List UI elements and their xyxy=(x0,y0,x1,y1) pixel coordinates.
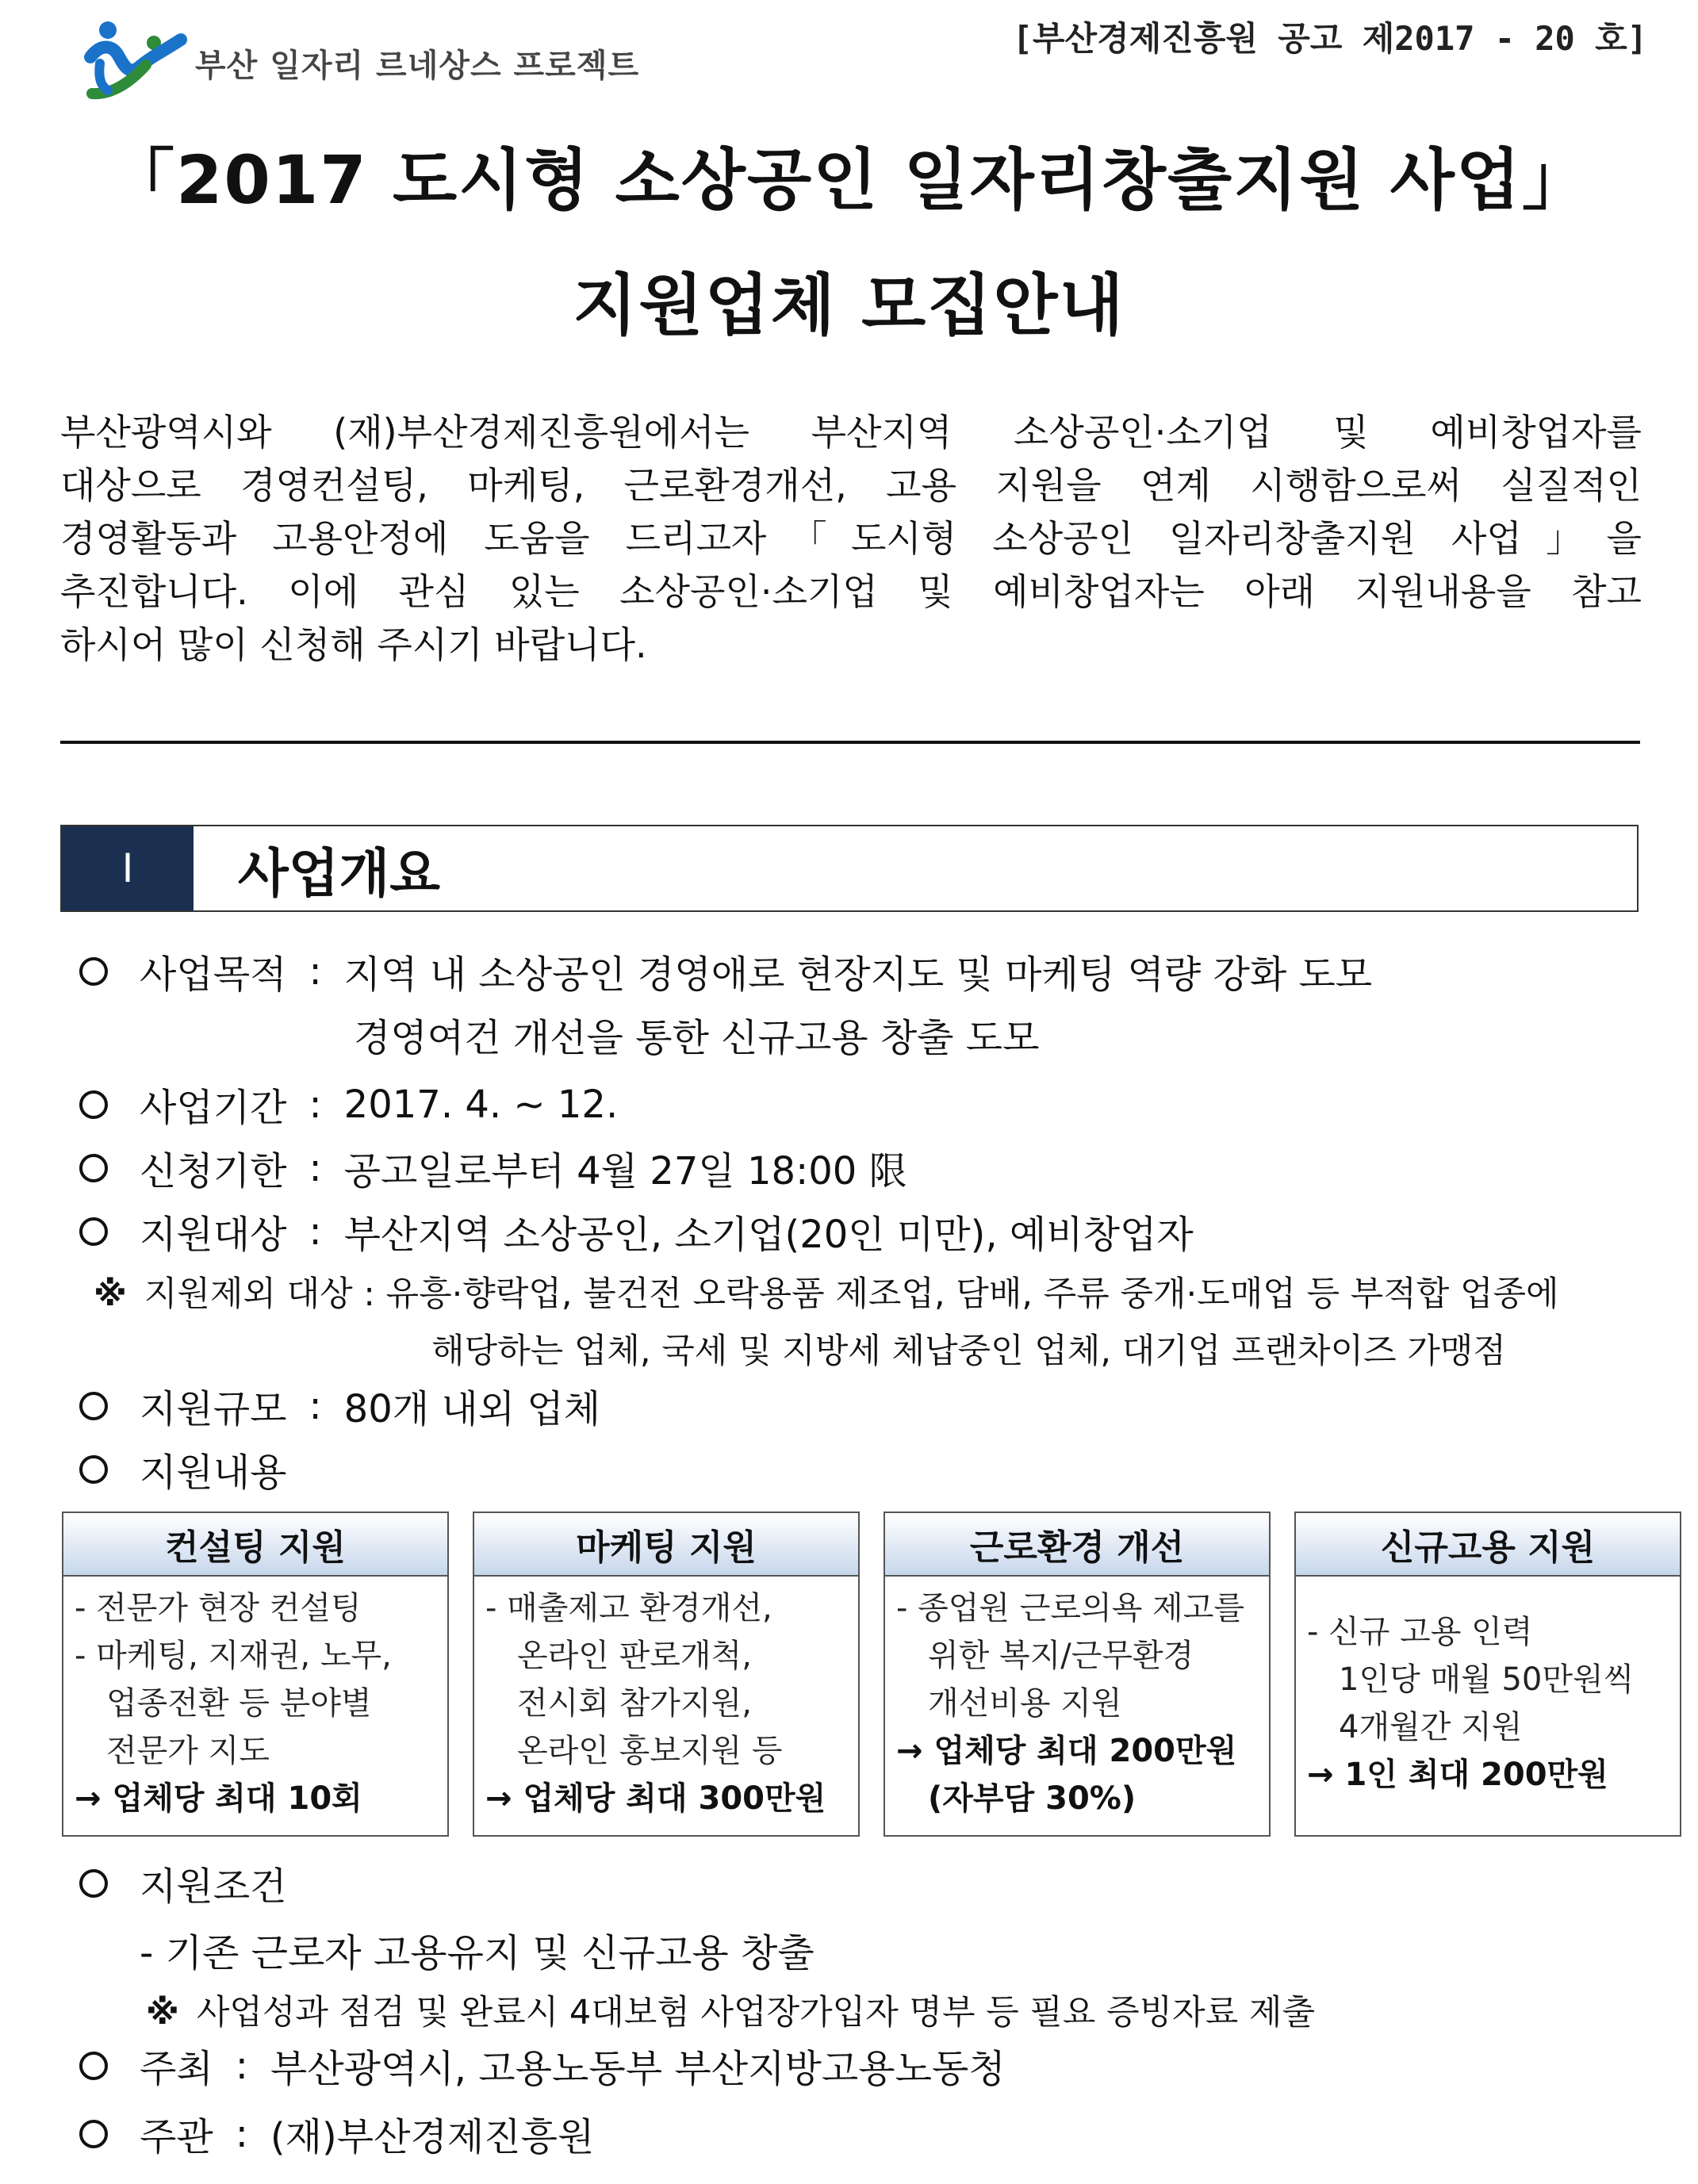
exclusion-line-cont: 해당하는 업체, 국세 및 지방세 체납중인 업체, 대기업 프랜차이즈 가맹점 xyxy=(431,1331,1506,1371)
logo xyxy=(76,8,639,103)
logo-text: 부산 일자리 르네상스 프로젝트 xyxy=(195,47,640,84)
item-value: 공고일로부터 4월 27일 18:00 限 xyxy=(343,1149,907,1194)
item-purpose: 사업목적 : 지역 내 소상공인 경영애로 현장지도 및 마케팅 역량 강화 도모 xyxy=(79,944,1372,998)
section-number: Ⅰ xyxy=(62,826,194,910)
item-target: 지원대상 : 부산지역 소상공인, 소기업(20인 미만), 예비창업자 xyxy=(79,1204,1194,1259)
intro-line: 하시어 많이 신청해 주시기 바랍니다. xyxy=(60,623,647,666)
item-label: 주관 xyxy=(140,2115,213,2159)
intro-line: 경영활동과 고용안정에 도움을 드리고자「도시형 소상공인 일자리창출지원 사업」을 xyxy=(60,517,1642,560)
item-value: 부산광역시, 고용노동부 부산지방고용노동청 xyxy=(270,2047,1006,2091)
item-label: 신청기한 xyxy=(140,1149,287,1194)
support-box-title: 마케팅 지원 xyxy=(474,1513,858,1577)
item-label: 주최 xyxy=(140,2047,213,2091)
support-box-body xyxy=(885,1577,1269,1822)
support-line: - 신규 고용 인력 xyxy=(1307,1614,1533,1650)
item-value: 부산지역 소상공인, 소기업(20인 미만), 예비창업자 xyxy=(343,1213,1194,1257)
item-label: 지원규모 xyxy=(140,1387,287,1431)
item-value: 지역 내 소상공인 경영애로 현장지도 및 마케팅 역량 강화 도모 xyxy=(343,952,1373,997)
page-title: 「2017 도시형 소상공인 일자리창출지원 사업」 xyxy=(107,141,1591,219)
support-line: 개선비용 지원 xyxy=(928,1685,1122,1722)
notice-number: [부산경제진흥원 공고 제2017 - 20 호] xyxy=(1012,19,1647,58)
support-line: 업종전환 등 분야별 xyxy=(106,1685,372,1722)
item-deadline: 신청기한 : 공고일로부터 4월 27일 18:00 限 xyxy=(79,1140,907,1195)
item-conditions xyxy=(79,1856,309,1910)
condition-line: - 기존 근로자 고용유지 및 신규고용 창출 xyxy=(140,1931,815,1975)
support-box-body xyxy=(63,1577,447,1822)
divider xyxy=(60,741,1640,744)
intro-line: 부산광역시와 (재)부산경제진흥원에서는 부산지역 소상공인·소기업 및 예비창업자를 xyxy=(60,411,1642,454)
logo-mark-icon xyxy=(76,8,195,103)
circle-bullet-icon xyxy=(79,1217,108,1246)
support-box-title: 신규고용 지원 xyxy=(1296,1513,1680,1577)
item-label: 지원조건 xyxy=(140,1864,287,1909)
intro-line: 대상으로 경영컨설팅, 마케팅, 근로환경개선, 고용 지원을 연계 시행함으로써 실질적인 xyxy=(60,464,1642,507)
item-value: 80개 내외 업체 xyxy=(343,1387,601,1431)
condition-note xyxy=(146,1986,1315,2034)
support-line: - 전문가 현장 컨설팅 xyxy=(75,1590,362,1627)
exclusion-line: 지원제외 대상 : 유흥·향락업, 불건전 오락용품 제조업, 담배, 주류 중개·도매업 등 부적합 업종에 xyxy=(144,1274,1559,1314)
item-label: 사업기간 xyxy=(140,1086,287,1130)
reference-mark-icon: ※ xyxy=(146,1993,179,2033)
item-host: 주최 : 부산광역시, 고용노동부 부산지방고용노동청 xyxy=(79,2038,1006,2093)
item-value: 2017. 4. ~ 12. xyxy=(343,1082,619,1127)
item-content xyxy=(79,1442,309,1496)
support-box-title: 컨설팅 지원 xyxy=(63,1513,447,1577)
circle-bullet-icon xyxy=(79,957,108,986)
item-label: 지원대상 xyxy=(140,1213,287,1257)
circle-bullet-icon xyxy=(79,2052,108,2080)
item-value: (재)부산경제진흥원 xyxy=(270,2115,595,2159)
circle-bullet-icon xyxy=(79,1869,108,1898)
support-line: 온라인 판로개척, xyxy=(517,1638,752,1674)
circle-bullet-icon xyxy=(79,1154,108,1182)
support-line: - 종업원 근로의욕 제고를 xyxy=(896,1590,1244,1627)
exclusion-note xyxy=(94,1267,1559,1316)
support-line: 전문가 지도 xyxy=(106,1733,270,1769)
reference-mark-icon: ※ xyxy=(94,1274,127,1314)
item-value-cont: 경영여건 개선을 통한 신규고용 창출 도모 xyxy=(354,1016,1040,1060)
support-box-marketing xyxy=(473,1512,860,1837)
condition-note-text: 사업성과 점검 및 완료시 4대보험 사업장가입자 명부 등 필요 증빙자료 제출 xyxy=(196,1993,1315,2033)
support-result: → 업체당 최대 10회 xyxy=(75,1780,362,1817)
support-result: → 업체당 최대 200만원 xyxy=(896,1733,1237,1769)
support-line: 위한 복지/근무환경 xyxy=(928,1638,1194,1674)
item-label: 지원내용 xyxy=(140,1450,287,1495)
section-header xyxy=(60,825,1639,912)
support-result: → 1인 최대 200만원 xyxy=(1307,1757,1608,1793)
support-line: - 마케팅, 지재권, 노무, xyxy=(75,1638,392,1674)
item-period: 사업기간 : 2017. 4. ~ 12. xyxy=(79,1077,618,1132)
item-label: 사업목적 xyxy=(140,952,287,997)
support-box-consulting xyxy=(62,1512,449,1837)
circle-bullet-icon xyxy=(79,2120,108,2148)
support-line: 전시회 참가지원, xyxy=(517,1685,752,1722)
intro-line: 추진합니다. 이에 관심 있는 소상공인·소기업 및 예비창업자는 아래 지원내용을 참고 xyxy=(60,570,1642,613)
support-line: 1인당 매월 50만원씩 xyxy=(1339,1661,1635,1698)
intro-paragraph xyxy=(60,406,1642,672)
circle-bullet-icon xyxy=(79,1090,108,1119)
support-line: - 매출제고 환경개선, xyxy=(485,1590,772,1627)
support-line: 온라인 홍보지원 등 xyxy=(517,1733,783,1769)
support-box-workenv xyxy=(883,1512,1271,1837)
circle-bullet-icon xyxy=(79,1455,108,1484)
item-scale: 지원규모 : 80개 내외 업체 xyxy=(79,1378,600,1433)
page-subtitle: 지원업체 모집안내 xyxy=(573,266,1125,344)
support-box-hiring xyxy=(1294,1512,1681,1837)
support-box-body xyxy=(1296,1577,1680,1799)
circle-bullet-icon xyxy=(79,1392,108,1420)
support-result-note: (자부담 30%) xyxy=(928,1780,1136,1817)
support-box-body xyxy=(474,1577,858,1822)
support-box-title: 근로환경 개선 xyxy=(885,1513,1269,1577)
support-line: 4개월간 지원 xyxy=(1339,1709,1523,1745)
support-result: → 업체당 최대 300만원 xyxy=(485,1780,826,1817)
item-organizer: 주관 : (재)부산경제진흥원 xyxy=(79,2106,594,2161)
section-title: 사업개요 xyxy=(238,842,441,904)
